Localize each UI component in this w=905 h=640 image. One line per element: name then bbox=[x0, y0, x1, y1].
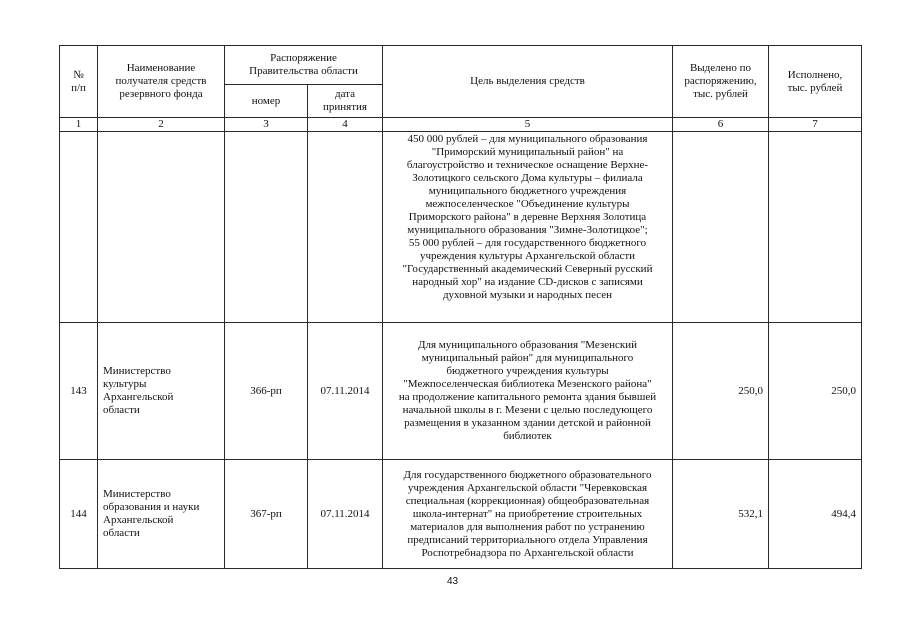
column-number: 5 bbox=[383, 118, 673, 132]
row-allocated: 250,0 bbox=[673, 323, 769, 460]
row-allocated bbox=[673, 132, 769, 323]
column-number: 4 bbox=[308, 118, 383, 132]
column-number: 7 bbox=[769, 118, 862, 132]
header-executed: Исполнено, тыс. рублей bbox=[769, 46, 862, 118]
table-row bbox=[60, 460, 862, 569]
row-order-date bbox=[308, 132, 383, 323]
header-num: № п/п bbox=[60, 46, 98, 118]
table-row bbox=[60, 323, 862, 460]
header-order: Распоряжение Правительства области bbox=[225, 46, 383, 85]
column-number: 3 bbox=[225, 118, 308, 132]
header-purpose: Цель выделения средств bbox=[383, 46, 673, 118]
row-num: 144 bbox=[60, 460, 98, 569]
row-order-date: 07.11.2014 bbox=[308, 460, 383, 569]
header-order-date: дата принятия bbox=[308, 85, 383, 118]
column-number: 6 bbox=[673, 118, 769, 132]
row-num bbox=[60, 132, 98, 323]
header-recipient: Наименование получателя средств резервного фонда bbox=[98, 46, 225, 118]
row-recipient: Министерство образования и науки Архангельской области bbox=[98, 460, 225, 569]
reserve-fund-table bbox=[59, 45, 862, 569]
row-purpose: Для муниципального образования "Мезенский муниципальный район" для муниципального бюджетного учреждения культуры "Межпоселенческая библиотека Мезенского района" на продолжение капитального ремонта здания бывшей начальной школы в г. Мезени с целью последующего размещения в указанном здании детской и районной библиотек bbox=[383, 323, 673, 460]
row-purpose: Для государственного бюджетного образовательного учреждения Архангельской области "Черевковская специальная (коррекционная) общеобразовательная школа-интернат" на приобретение строительных материалов для выполнения работ по устранению предписаний территориального отдела Управления Роспотребнадзора по Архангельской области bbox=[383, 460, 673, 569]
column-number: 2 bbox=[98, 118, 225, 132]
row-recipient: Министерство культуры Архангельской области bbox=[98, 323, 225, 460]
row-order-number: 366-рп bbox=[225, 323, 308, 460]
table-row bbox=[60, 132, 862, 323]
header-allocated: Выделено по распоряжению, тыс. рублей bbox=[673, 46, 769, 118]
row-allocated: 532,1 bbox=[673, 460, 769, 569]
column-number: 1 bbox=[60, 118, 98, 132]
row-executed bbox=[769, 132, 862, 323]
page-number: 43 bbox=[446, 576, 459, 587]
row-purpose: 450 000 рублей – для муниципального образования "Приморский муниципальный район" на благоустройство и техническое оснащение Верхне- Золотицкого сельского Дома культуры – филиала муниципального бюджетного учреждения межпоселенческое "Объединение культуры Приморского района" в деревне Верхняя Золотица муниципального образования "Зимне-Золотицкое"; 55 000 рублей – для государственного бюджетного учреждения культуры Архангельской области "Государственный академический Северный русский народный хор" на издание CD-дисков с записями духовной музыки и народных песен bbox=[383, 132, 673, 323]
row-executed: 250,0 bbox=[769, 323, 862, 460]
row-order-number bbox=[225, 132, 308, 323]
row-recipient bbox=[98, 132, 225, 323]
row-num: 143 bbox=[60, 323, 98, 460]
row-order-number: 367-рп bbox=[225, 460, 308, 569]
row-executed: 494,4 bbox=[769, 460, 862, 569]
header-order-number: номер bbox=[225, 85, 308, 118]
row-order-date: 07.11.2014 bbox=[308, 323, 383, 460]
